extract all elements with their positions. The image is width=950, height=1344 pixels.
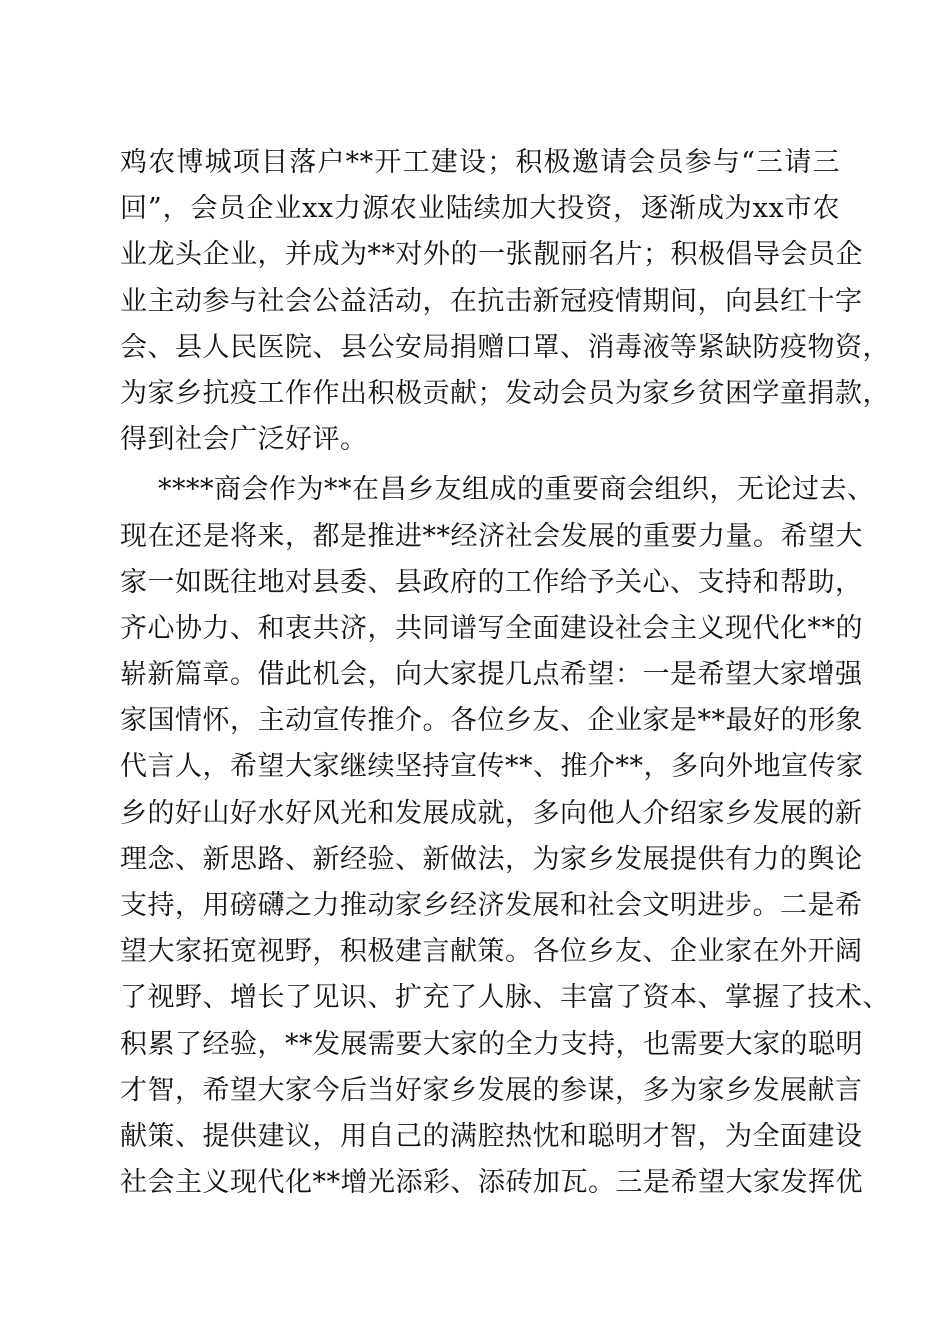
text-line: ****商会作为**在昌乡友组成的重要商会组织，无论过去、 [158, 474, 875, 506]
text-line: 代言人，希望大家继续坚持宣传**、推介**，多向外地宣传家 [120, 751, 864, 783]
text-line: 社会主义现代化**增光添彩、添砖加瓦。三是希望大家发挥优 [120, 1167, 863, 1199]
text-line: 回”，会员企业xx力源农业陆续加大投资，逐渐成为xx市农 [120, 193, 840, 225]
text-line: 献策、提供建议，用自己的满腔热忱和聪明才智，为全面建设 [120, 1120, 863, 1152]
text-line: 业主动参与社会公益活动，在抗击新冠疫情期间，向县红十字 [120, 285, 863, 317]
text-line: 鸡农博城项目落户**开工建设；积极邀请会员参与“三请三 [120, 147, 840, 178]
text-line: 业龙头企业，并成为**对外的一张靓丽名片；积极倡导会员企 [120, 239, 863, 271]
text-line: 了视野、增长了见识、扩充了人脉、丰富了资本、掌握了技术、 [120, 982, 890, 1014]
text-line: 崭新篇章。借此机会，向大家提几点希望：一是希望大家增强 [120, 659, 863, 691]
text-line: 齐心协力、和衷共济，共同谱写全面建设社会主义现代化**的 [120, 612, 863, 644]
text-line: 家一如既往地对县委、县政府的工作给予关心、支持和帮助， [120, 566, 863, 598]
text-line: 家国情怀，主动宣传推介。各位乡友、企业家是**最好的形象 [120, 705, 863, 737]
text-line: 积累了经验，**发展需要大家的全力支持，也需要大家的聪明 [120, 1028, 863, 1060]
text-line: 理念、新思路、新经验、新做法，为家乡发展提供有力的舆论 [120, 843, 863, 875]
paragraph-2 [120, 467, 890, 1206]
paragraph-1 [120, 140, 890, 463]
text-line: 望大家拓宽视野，积极建言献策。各位乡友、企业家在外开阔 [120, 936, 863, 968]
text-line: 乡的好山好水好风光和发展成就，多向他人介绍家乡发展的新 [120, 797, 863, 829]
text-line: 现在还是将来，都是推进**经济社会发展的重要力量。希望大 [120, 520, 863, 552]
text-line: 为家乡抗疫工作作出积极贡献；发动会员为家乡贫困学童捐款， [120, 377, 890, 409]
text-line: 会、县人民医院、县公安局捐赠口罩、消毒液等紧缺防疫物资， [120, 331, 890, 363]
text-line: 支持，用磅礴之力推动家乡经济发展和社会文明进步。二是希 [120, 890, 863, 921]
body-text [120, 140, 890, 1206]
text-line: 才智，希望大家今后当好家乡发展的参谋，多为家乡发展献言 [120, 1074, 863, 1106]
text-line: 得到社会广泛好评。 [120, 424, 368, 456]
